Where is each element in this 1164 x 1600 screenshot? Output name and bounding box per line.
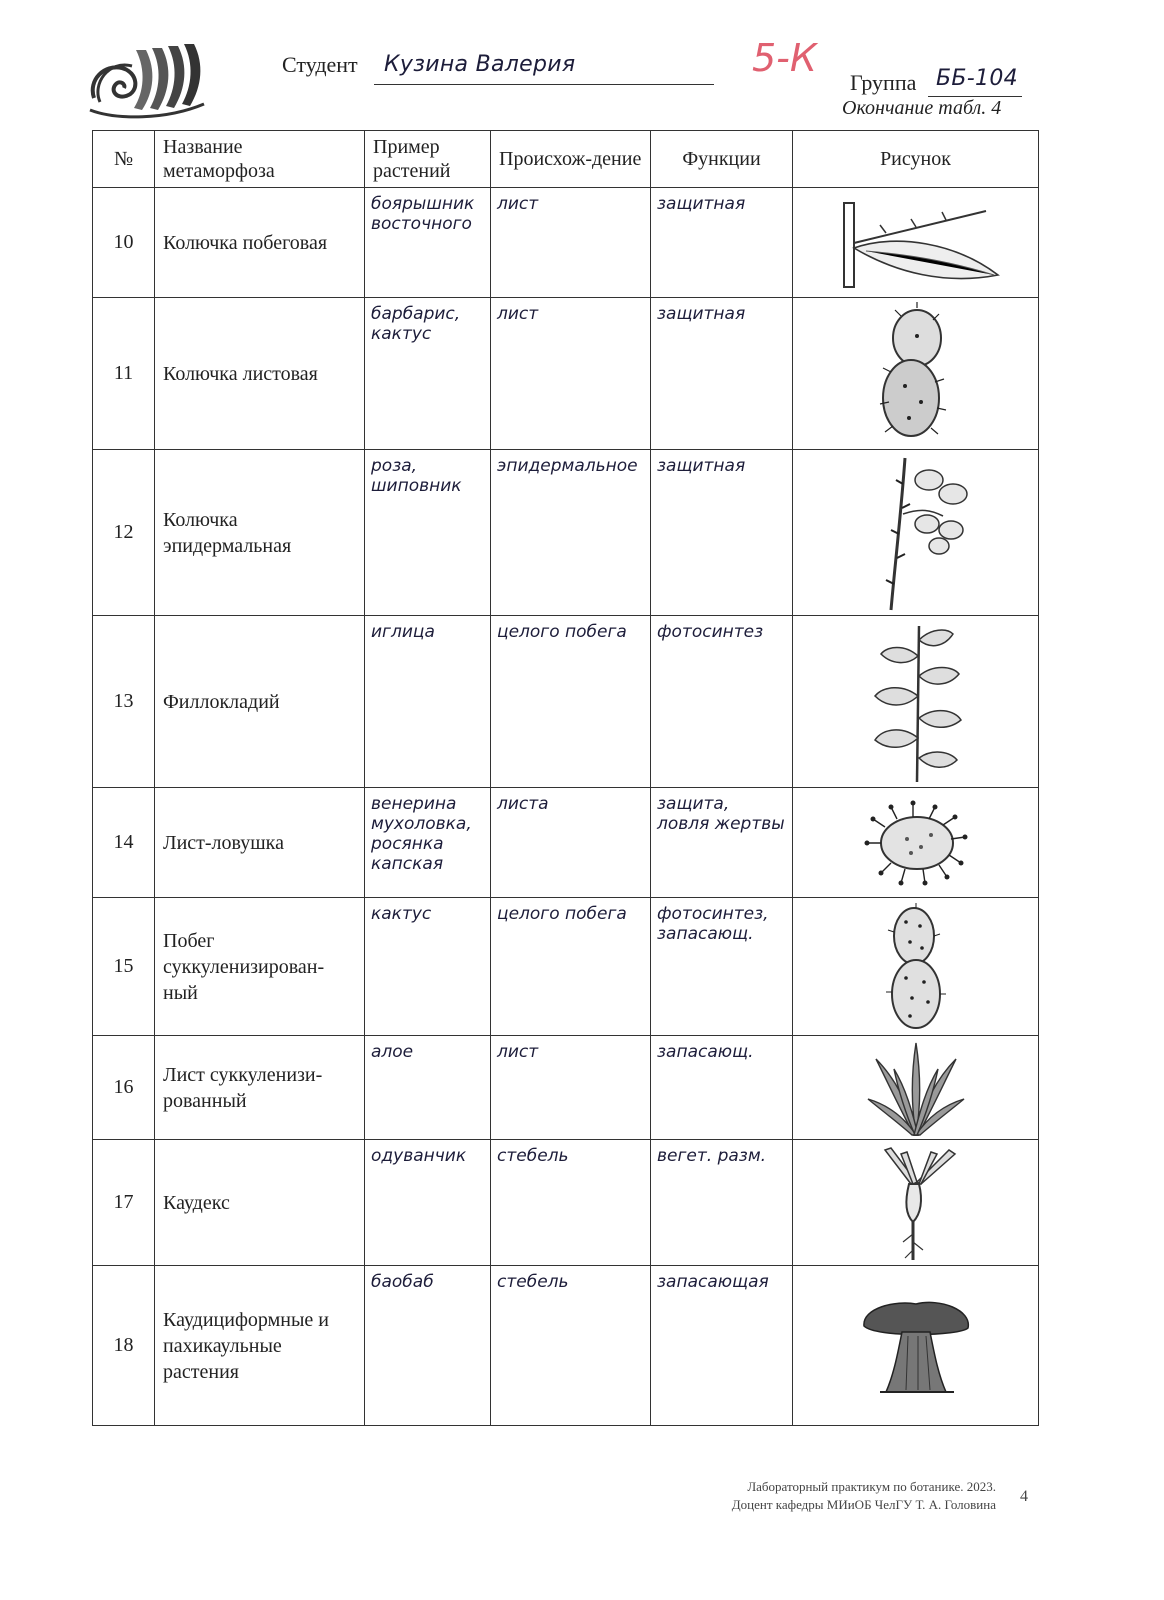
phylloclade-illustration-icon	[861, 620, 971, 784]
function: фотосинтез, запасающ.	[651, 898, 793, 1036]
university-logo-icon	[86, 40, 208, 122]
row-number: 10	[93, 188, 155, 298]
metamorphosis-name: Лист-ловушка	[155, 788, 365, 898]
origin: целого побега	[491, 616, 651, 788]
plant-example: одуванчик	[365, 1140, 491, 1266]
col-header-example: Пример растений	[365, 131, 491, 188]
trap-leaf-illustration-icon	[851, 793, 981, 893]
origin: эпидермальное	[491, 450, 651, 616]
table-row	[93, 450, 1039, 616]
plant-example: барбарис, кактус	[365, 298, 491, 450]
row-number: 13	[93, 616, 155, 788]
table-caption: Окончание табл. 4	[842, 97, 1002, 119]
aloe-illustration-icon	[866, 1039, 966, 1137]
row-number: 15	[93, 898, 155, 1036]
plant-example: роза, шиповник	[365, 450, 491, 616]
table-row	[93, 1140, 1039, 1266]
succulent-shoot-illustration-icon	[876, 902, 956, 1032]
metamorphosis-table	[92, 130, 1039, 1426]
plant-example: венерина мухоловка, росянка капская	[365, 788, 491, 898]
function: запасающая	[651, 1266, 793, 1426]
group-value: ББ-104	[936, 66, 1018, 91]
caudex-illustration-icon	[871, 1144, 961, 1262]
plant-example: баобаб	[365, 1266, 491, 1426]
function: защитная	[651, 298, 793, 450]
table-row	[93, 298, 1039, 450]
origin: стебель	[491, 1266, 651, 1426]
metamorphosis-name: Колючка эпидермальная	[155, 450, 365, 616]
function: запасающ.	[651, 1036, 793, 1140]
function: защита, ловля жертвы	[651, 788, 793, 898]
row-number: 18	[93, 1266, 155, 1426]
baobab-illustration-icon	[856, 1296, 976, 1396]
table-row	[93, 788, 1039, 898]
function: фотосинтез	[651, 616, 793, 788]
table-row	[93, 1266, 1039, 1426]
table-row	[93, 898, 1039, 1036]
origin: лист	[491, 188, 651, 298]
footer-line-2: Доцент кафедры МИиОБ ЧелГУ Т. А. Головина	[731, 1497, 996, 1512]
col-header-name: Название метаморфоза	[155, 131, 365, 188]
origin: лист	[491, 1036, 651, 1140]
col-header-function: Функции	[651, 131, 793, 188]
table-header-row	[93, 131, 1039, 188]
leaf-spine-illustration-icon	[871, 302, 961, 446]
origin: листа	[491, 788, 651, 898]
metamorphosis-name: Филлокладий	[155, 616, 365, 788]
metamorphosis-name: Каудекс	[155, 1140, 365, 1266]
metamorphosis-name: Лист суккуленизи-рованный	[155, 1036, 365, 1140]
table-row	[93, 616, 1039, 788]
grade-mark: 5-К	[752, 36, 817, 80]
function: вегет. разм.	[651, 1140, 793, 1266]
metamorphosis-name: Каудициформные и пахикаульные растения	[155, 1266, 365, 1426]
origin: целого побега	[491, 898, 651, 1036]
table-row	[93, 188, 1039, 298]
plant-example: алое	[365, 1036, 491, 1140]
metamorphosis-name: Колючка листовая	[155, 298, 365, 450]
row-number: 12	[93, 450, 155, 616]
group-label: Группа	[850, 70, 917, 95]
plant-example: иглица	[365, 616, 491, 788]
plant-example: кактус	[365, 898, 491, 1036]
footer-line-1: Лабораторный практикум по ботанике. 2023.	[747, 1479, 996, 1494]
col-header-origin: Происхож-дение	[491, 131, 651, 188]
footer-credits	[732, 1478, 996, 1514]
row-number: 16	[93, 1036, 155, 1140]
col-header-number: №	[93, 131, 155, 188]
metamorphosis-name: Колючка побеговая	[155, 188, 365, 298]
shoot-thorn-illustration-icon	[826, 193, 1006, 293]
table-row	[93, 1036, 1039, 1140]
rose-prickle-illustration-icon	[861, 454, 971, 612]
row-number: 17	[93, 1140, 155, 1266]
col-header-picture: Рисунок	[793, 131, 1039, 188]
plant-example: боярышник восточного	[365, 188, 491, 298]
origin: стебель	[491, 1140, 651, 1266]
function: защитная	[651, 188, 793, 298]
metamorphosis-name: Побег суккуленизирован-ный	[155, 898, 365, 1036]
student-label: Студент	[282, 52, 358, 77]
page-number: 4	[1020, 1488, 1028, 1505]
function: защитная	[651, 450, 793, 616]
student-name: Кузина Валерия	[384, 52, 576, 77]
origin: лист	[491, 298, 651, 450]
row-number: 11	[93, 298, 155, 450]
student-name-underline	[374, 84, 714, 85]
row-number: 14	[93, 788, 155, 898]
